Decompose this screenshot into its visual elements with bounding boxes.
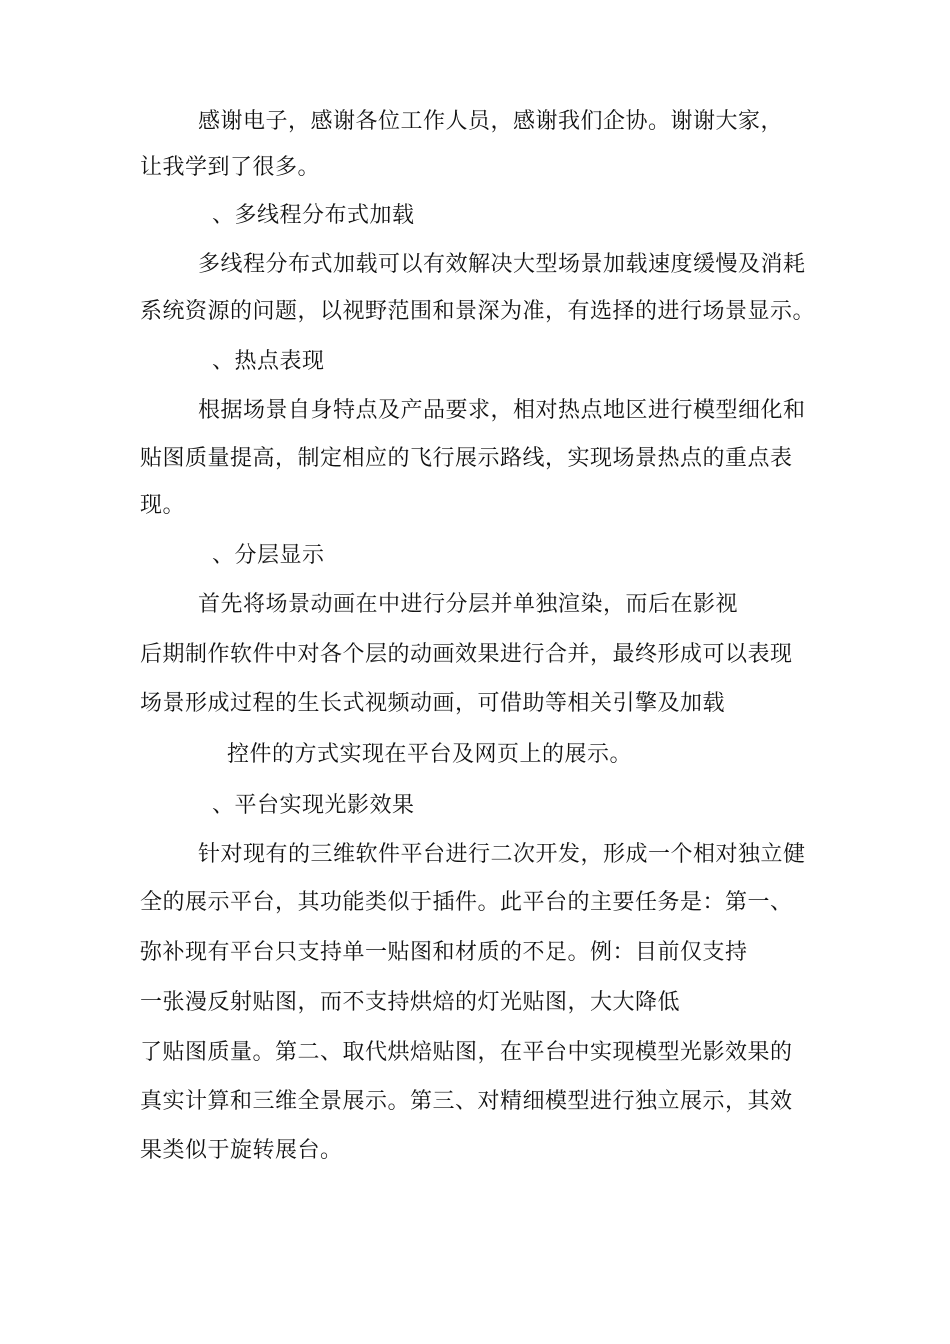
section-heading-hotspot: 、热点表现 — [212, 349, 325, 374]
paragraph-platform-line-1: 针对现有的三维软件平台进行二次开发，形成一个相对独立健 — [198, 842, 806, 867]
paragraph-platform-line-7: 果类似于旋转展台。 — [140, 1138, 343, 1163]
paragraph-thanks-line-1: 感谢电子，感谢各位工作人员，感谢我们企协。谢谢大家， — [198, 109, 784, 134]
paragraph-platform-line-3: 弥补现有平台只支持单一贴图和材质的不足。例：目前仅支持 — [140, 940, 748, 965]
paragraph-multithread-line-1: 多线程分布式加载可以有效解决大型场景加载速度缓慢及消耗 — [198, 252, 806, 277]
paragraph-layered-line-1: 首先将场景动画在中进行分层并单独渲染，而后在影视 — [198, 592, 739, 617]
paragraph-multithread-line-2: 系统资源的问题，以视野范围和景深为准，有选择的进行场景显示。 — [140, 299, 816, 324]
paragraph-platform-line-4: 一张漫反射贴图，而不支持烘焙的灯光贴图，大大降低 — [140, 990, 681, 1015]
paragraph-platform-line-5: 了贴图质量。第二、取代烘焙贴图，在平台中实现模型光影效果的 — [140, 1040, 793, 1065]
paragraph-thanks-line-2: 让我学到了很多。 — [140, 155, 321, 180]
paragraph-hotspot-line-1: 根据场景自身特点及产品要求，相对热点地区进行模型细化和 — [198, 398, 806, 423]
paragraph-layered-line-4: 控件的方式实现在平台及网页上的展示。 — [227, 742, 633, 767]
paragraph-hotspot-line-2: 贴图质量提高，制定相应的飞行展示路线，实现场景热点的重点表 — [140, 446, 793, 471]
section-heading-platform-lighting: 、平台实现光影效果 — [212, 793, 415, 818]
section-heading-multithread-loading: 、多线程分布式加载 — [212, 203, 415, 228]
paragraph-hotspot-line-3: 现。 — [140, 493, 186, 518]
section-heading-layered-display: 、分层显示 — [212, 543, 325, 568]
paragraph-layered-line-3: 场景形成过程的生长式视频动画，可借助等相关引擎及加载 — [140, 691, 726, 716]
paragraph-platform-line-2: 全的展示平台，其功能类似于插件。此平台的主要任务是：第一、 — [140, 890, 793, 915]
paragraph-layered-line-2: 后期制作软件中对各个层的动画效果进行合并，最终形成可以表现 — [140, 642, 793, 667]
paragraph-platform-line-6: 真实计算和三维全景展示。第三、对精细模型进行独立展示，其效 — [140, 1089, 793, 1114]
